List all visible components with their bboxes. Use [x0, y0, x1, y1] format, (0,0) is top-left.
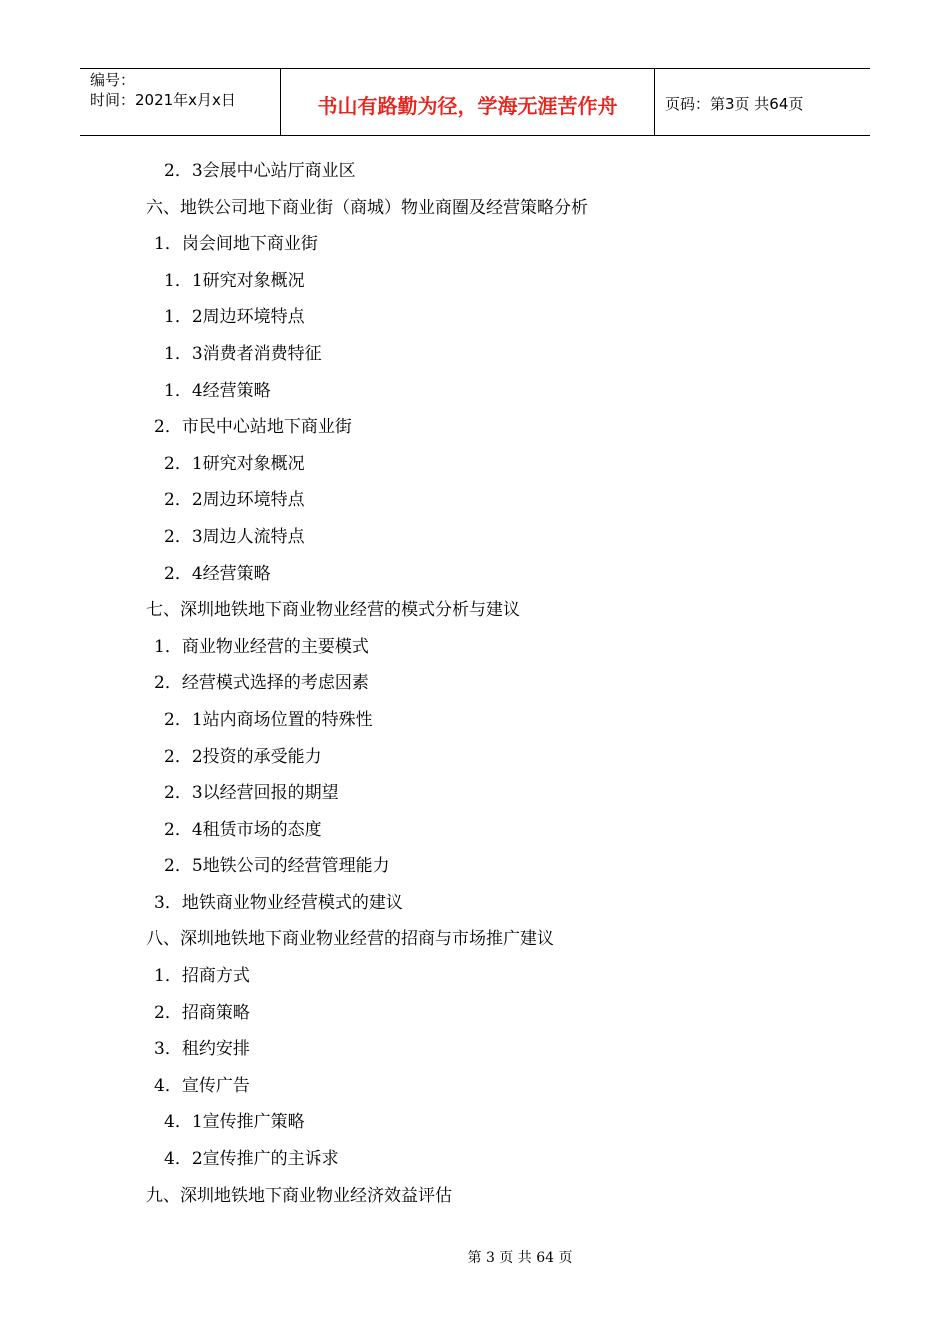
toc-item: 1．2周边环境特点 [164, 307, 305, 328]
page-footer: 第 3 页 共 64 页 [467, 1250, 573, 1266]
toc-item: 1．商业物业经营的主要模式 [154, 636, 369, 657]
toc-item: 4．宣传广告 [154, 1075, 250, 1096]
toc-item: 3．租约安排 [154, 1039, 250, 1060]
toc-item: 2．2周边环境特点 [164, 490, 305, 511]
toc-item: 3．地铁商业物业经营模式的建议 [154, 892, 403, 913]
toc-item: 2．4租赁市场的态度 [164, 819, 322, 840]
toc-item: 2．2投资的承受能力 [164, 746, 322, 767]
toc-item: 1．3消费者消费特征 [164, 343, 322, 364]
toc-item: 1．4经营策略 [164, 380, 271, 401]
toc-item: 2．3以经营回报的期望 [164, 783, 339, 804]
header-page-info: 页码：第3页 共64页 [665, 94, 804, 113]
toc-item: 2．市民中心站地下商业街 [154, 417, 352, 438]
page-header [80, 68, 870, 136]
toc-item: 1．1研究对象概况 [164, 270, 305, 291]
toc-item: 七、深圳地铁地下商业物业经营的模式分析与建议 [146, 600, 520, 621]
toc-item: 2．经营模式选择的考虑因素 [154, 673, 369, 694]
table-of-contents [0, 156, 950, 1217]
toc-item: 2．3周边人流特点 [164, 526, 305, 547]
header-meta [80, 69, 281, 135]
toc-item: 4．2宣传推广的主诉求 [164, 1149, 339, 1170]
toc-item: 2．5地铁公司的经营管理能力 [164, 856, 390, 877]
toc-item: 2．4经营策略 [164, 563, 271, 584]
header-motto: 书山有路勤为径，学海无涯苦作舟 [281, 69, 655, 135]
toc-item: 八、深圳地铁地下商业物业经营的招商与市场推广建议 [146, 929, 554, 950]
toc-item: 2．招商策略 [154, 1002, 250, 1023]
toc-item: 2．1研究对象概况 [164, 453, 305, 474]
date-label: 时间：2021年x月x日 [90, 91, 236, 109]
toc-item: 六、地铁公司地下商业街（商城）物业商圈及经营策略分析 [146, 197, 588, 218]
toc-item: 2．3会展中心站厅商业区 [164, 161, 356, 181]
toc-item: 九、深圳地铁地下商业物业经济效益评估 [146, 1185, 452, 1206]
toc-item: 4．1宣传推广策略 [164, 1112, 305, 1133]
toc-item: 1．招商方式 [154, 966, 250, 987]
serial-label: 编号： [90, 71, 136, 89]
toc-item: 2．1站内商场位置的特殊性 [164, 709, 373, 730]
toc-item: 1．岗会间地下商业街 [154, 234, 318, 255]
